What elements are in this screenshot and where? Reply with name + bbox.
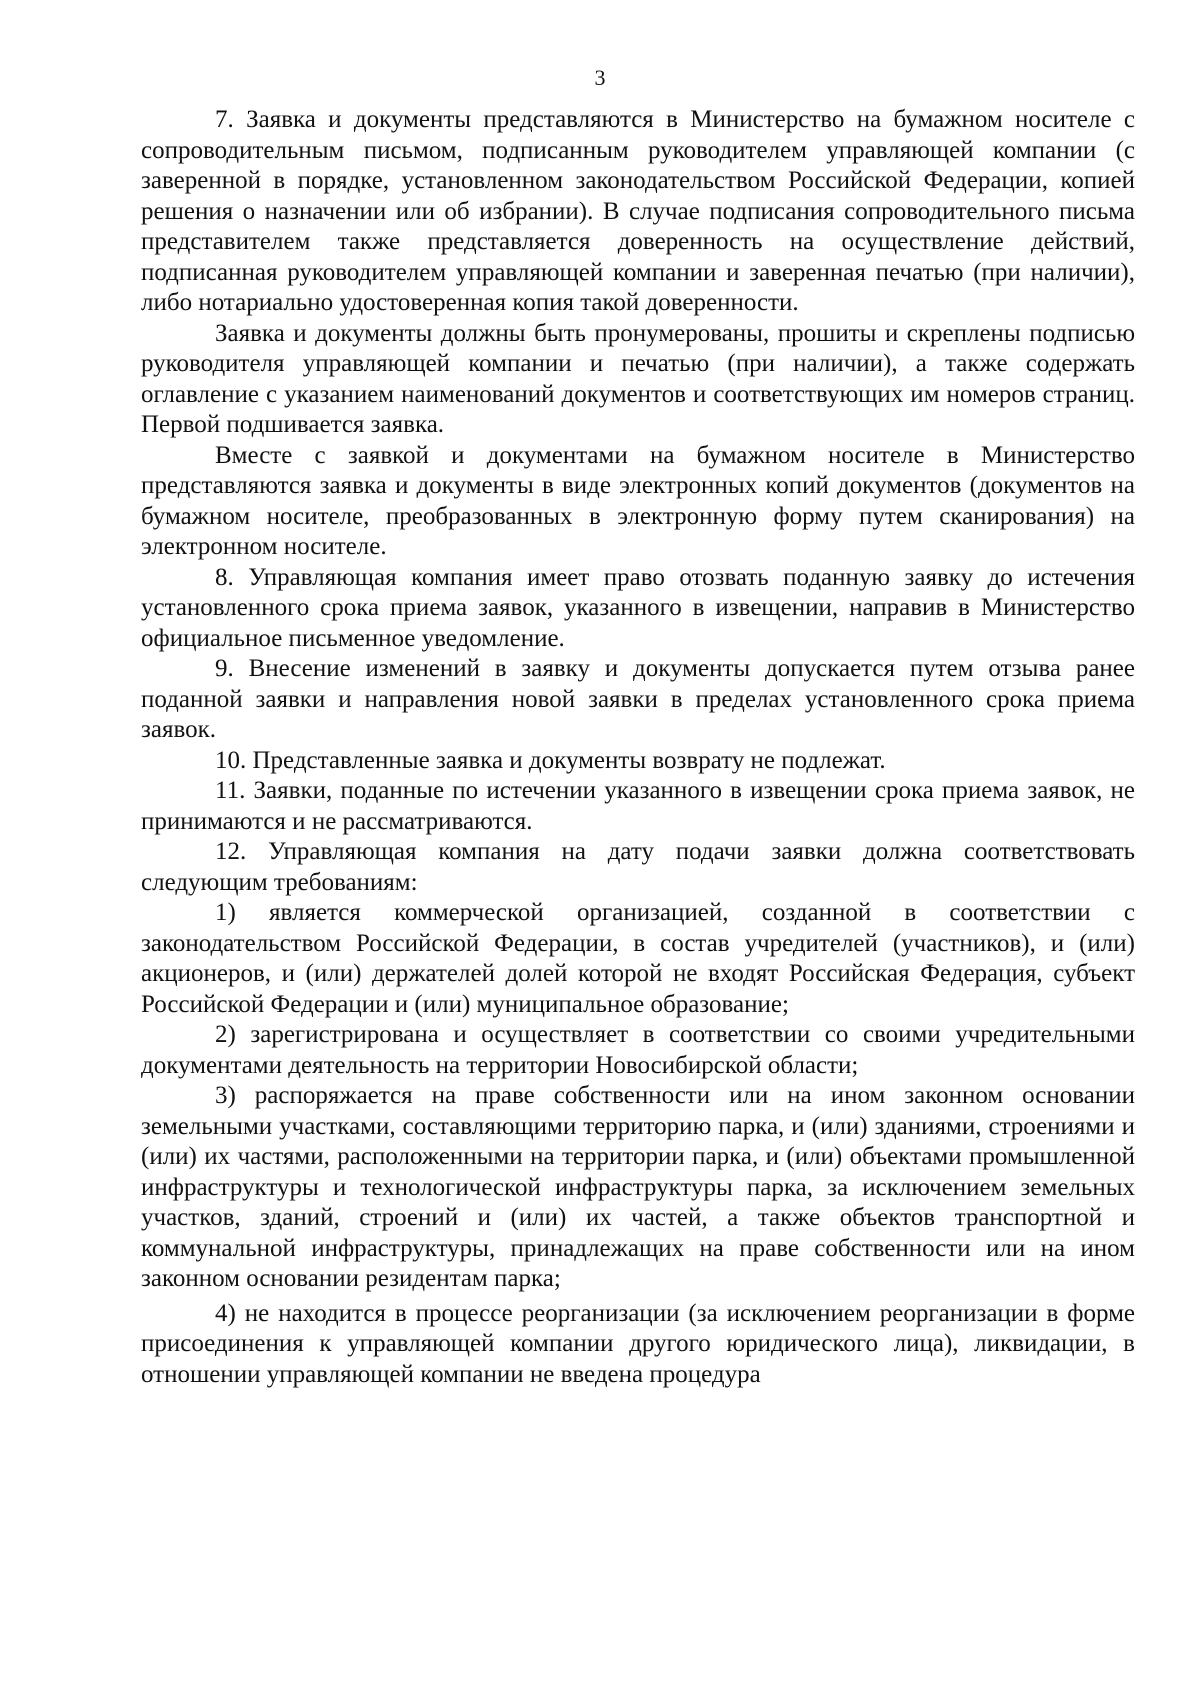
- paragraph-7-electronic-copies: Вместе с заявкой и документами на бумажном носителе в Министерство представляются заявка и документы в виде электронных копий документов (документов на бумажном носителе, преобразованных в электронную форму путем сканирования) на электронном носителе.: [141, 441, 1135, 560]
- requirement-3: 3) распоряжается на праве собственности или на ином законном основании земельными участками, составляющими территорию парка, и (или) зданиями, строениями и (или) их частями, расположенными на территории парка, и (или) объектами промышленной инфраструктуры и технологической инфраструктуры парка, за исключением земельных участков, зданий, строений и (или) их частей, а также объектов транспортной и коммунальной инфраструктуры, принадлежащих на праве собственности или на ином законном основании резидентам парка;: [141, 1082, 1135, 1292]
- page-number: 3: [594, 65, 606, 90]
- paragraph-7: 7. Заявка и документы представляются в Министерство на бумажном носителе с сопроводительным письмом, подписанным руководителем управляющей компании (с заверенной в порядке, установленном законодательством Российской Федерации, копией решения о назначении или об избрании). В случае подписания сопроводительного письма представителем также представляется доверенность на осуществление действий, подписанная руководителем управляющей компании и заверенная печатью (при наличии), либо нотариально удостоверенная копия такой доверенности.: [141, 106, 1135, 316]
- paragraph-7-numbering: Заявка и документы должны быть пронумерованы, прошиты и скреплены подписью руководителя управляющей компании и печатью (при наличии), а также содержать оглавление с указанием наименований документов и соответствующих им номеров страниц. Первой подшивается заявка.: [141, 319, 1135, 438]
- requirement-1: 1) является коммерческой организацией, созданной в соответствии с законодательством Российской Федерации, в состав учредителей (участников), и (или) акционеров, и (или) держателей долей которой не входят Российская Федерация, субъект Российской Федерации и (или) муниципальное образование;: [141, 899, 1135, 1018]
- paragraph-10: 10. Представленные заявка и документы возврату не подлежат.: [215, 746, 886, 774]
- paragraph-8: 8. Управляющая компания имеет право отозвать поданную заявку до истечения установленного срока приема заявок, указанного в извещении, направив в Министерство официальное письменное уведомление.: [141, 563, 1135, 652]
- paragraph-11: 11. Заявки, поданные по истечении указанного в извещении срока приема заявок, не принимаются и не рассматриваются.: [141, 777, 1135, 835]
- paragraph-12: 12. Управляющая компания на дату подачи заявки должна соответствовать следующим требованиям:: [141, 838, 1135, 896]
- requirement-4: 4) не находится в процессе реорганизации (за исключением реорганизации в форме присоединения к управляющей компании другого юридического лица), ликвидации, в отношении управляющей компании не введена процедура: [141, 1299, 1135, 1388]
- requirement-2: 2) зарегистрирована и осуществляет в соответствии со своими учредительными документами деятельность на территории Новосибирской области;: [141, 1021, 1135, 1079]
- document-body: [141, 105, 1135, 1390]
- paragraph-9: 9. Внесение изменений в заявку и документы допускается путем отзыва ранее поданной заявки и направления новой заявки в пределах установленного срока приема заявок.: [141, 655, 1135, 743]
